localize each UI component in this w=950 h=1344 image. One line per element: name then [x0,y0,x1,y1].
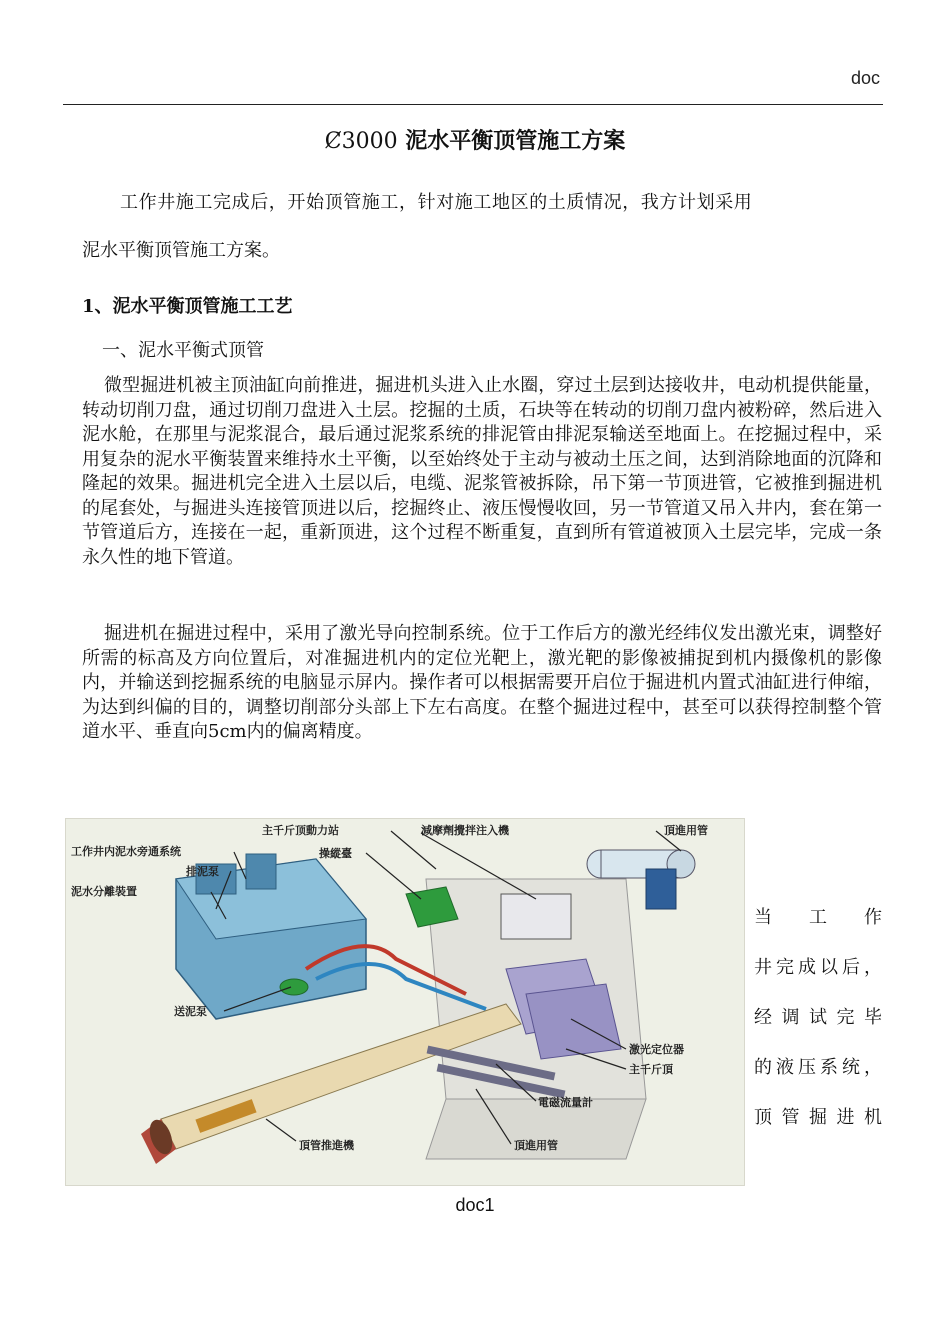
label-control-room: 操縱臺 [319,847,352,860]
label-bypass-system: 工作井内泥水旁通系统 [71,845,181,858]
label-lubricant-mixer: 減摩劑攪拌注入機 [421,824,509,837]
paragraph-process: 微型掘进机被主顶油缸向前推进，掘进机头进入止水圈，穿过土层到达接收井，电动机提供能量，转动切削刀盘，通过切削刀盘进入土层。挖掘的土质，石块等在转动的切削刀盘内被粉碎，然后进入泥水舱，在那里与泥浆混合，最后通过泥浆系统的排泥管由排泥泵输送至地面上。在挖掘过程中，采用复杂的泥水平衡装置来维持水土平衡，以至始终处于主动与被动土压之间，达到消除地面的沉降和隆起的效果。掘进机完全进入土层以后，电缆、泥浆管被拆除，吊下第一节顶进管，它被推到掘进机的尾套处，与掘进头连接管顶进以后，挖掘终止、液压慢慢收回，另一节管道又吊入井内，套在第一节管道后方，连接在一起，重新顶进，这个过程不断重复，直到所有管道被顶入土层完毕，完成一条永久性的地下管道。 [82,375,882,568]
section-heading: 1、泥水平衡顶管施工工艺 [82,296,293,317]
label-jacking-pipe-bottom: 頂進用管 [514,1139,558,1152]
title-number: 3000 [341,129,398,154]
label-flow-meter: 電磁流量計 [538,1096,593,1109]
intro-line-1: 工作井施工完成后，开始顶管施工，针对施工地区的土质情况，我方计划采用 [120,192,753,213]
side-line: 当工作 [754,907,882,928]
page-header: doc [850,68,880,88]
label-separator: 泥水分離裝置 [71,885,137,898]
title-text: 泥水平衡顶管施工方案 [405,128,626,154]
label-jacking-pipe-top: 頂進用管 [664,824,708,837]
label-main-jack: 主千斤頂 [629,1063,673,1076]
label-feed-pump: 送泥泵 [174,1005,207,1018]
side-text [754,893,882,1143]
intro-line-2: 泥水平衡顶管施工方案。 [82,240,280,261]
paragraph-laser-guidance: 掘进机在掘进过程中，采用了激光导向控制系统。位于工作后方的激光经纬仪发出激光束，调整好所需的标高及方向位置后，对准掘进机内的定位光靶上，激光靶的影像被捕捉到机内摄像机的影像内，并输送到挖掘系统的电脑显示屏内。操作者可以根据需要开启位于掘进机内置式油缸进行伸缩，为达到纠偏的目的，调整切削部分头部上下左右高度。在整个掘进过程中，甚至可以获得控制整个管道水平、垂直向5cm内的偏离精度。 [82,623,882,742]
diagram-illustration [66,819,744,1185]
subsection-heading: 一、泥水平衡式顶管 [102,340,264,361]
label-main-jack-power: 主千斤顶動力站 [262,824,339,837]
side-line: 顶管掘进机 [754,1107,882,1128]
diameter-symbol: Ȼ [324,129,342,154]
page-footer: doc1 [455,1195,495,1215]
header-divider [63,104,883,105]
label-jacking-machine: 頂管推進機 [299,1139,354,1152]
side-line: 的液压系统， [754,1057,882,1078]
side-line: 井完成以后， [754,957,882,978]
label-discharge-pump: 排泥泵 [186,865,219,878]
label-laser-positioner: 激光定位器 [629,1043,684,1056]
pipe-jacking-diagram [65,818,745,1186]
document-title [0,124,950,155]
side-line: 经调试完毕 [754,1007,882,1028]
